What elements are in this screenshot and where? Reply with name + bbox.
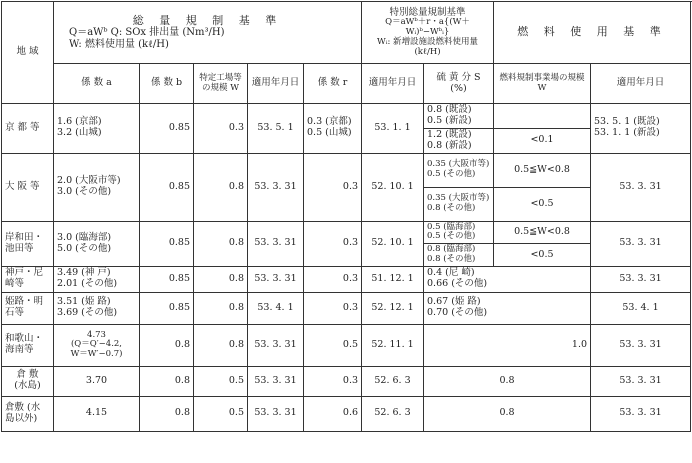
sulfur-cell: 1.0 xyxy=(424,324,591,366)
header-coef-a: 係 数 a xyxy=(54,64,140,104)
coef-b-cell: 0.85 xyxy=(140,266,194,292)
fuel-scale-cell xyxy=(494,104,591,129)
coef-b-cell: 0.8 xyxy=(140,396,194,431)
scale-w-cell: 0.5 xyxy=(194,396,248,431)
region-cell: 和歌山・ 海南等 xyxy=(2,324,54,366)
date3-cell: 53. 3. 31 xyxy=(591,153,691,221)
region-cell: 神戸・尼 崎等 xyxy=(2,266,54,292)
date3-cell: 53. 3. 31 xyxy=(591,266,691,292)
coef-r-cell: 0.3 xyxy=(304,153,362,221)
region-cell: 岸和田・ 池田等 xyxy=(2,221,54,266)
coef-b-cell: 0.85 xyxy=(140,153,194,221)
date3-cell: 53. 3. 31 xyxy=(591,221,691,266)
sulfur-cell: 0.8 xyxy=(424,366,591,396)
total-rule-title: 総 量 規 制 基 準 xyxy=(132,13,283,27)
coef-a-cell: 3.51 (姫 路) 3.69 (その他) xyxy=(54,292,140,324)
scale-w-cell: 0.5 xyxy=(194,366,248,396)
date3-cell: 53. 3. 31 xyxy=(591,396,691,431)
header-region: 地 域 xyxy=(2,2,54,104)
region-cell: 京 都 等 xyxy=(2,104,54,154)
fuel-scale-cell: 0.5≦W<0.8 xyxy=(494,221,591,244)
header-fuel-rule: 燃 料 使 用 基 準 xyxy=(494,2,691,64)
date1-cell: 53. 4. 1 xyxy=(248,292,304,324)
coef-r-cell: 0.6 xyxy=(304,396,362,431)
scale-w-cell: 0.8 xyxy=(194,324,248,366)
sulfur-cell: 0.8 (臨海部) 0.8 (その他) xyxy=(424,244,494,267)
coef-b-cell: 0.85 xyxy=(140,104,194,154)
header-scale-w: 特定工場等の規模 W xyxy=(194,64,248,104)
coef-a-cell: 2.0 (大阪市等) 3.0 (その他) xyxy=(54,153,140,221)
scale-w-cell: 0.3 xyxy=(194,104,248,154)
scale-w-cell: 0.8 xyxy=(194,266,248,292)
sulfur-cell: 0.8 (既設) 0.5 (新設) xyxy=(424,104,494,129)
region-cell: 倉敷 (水 島以外) xyxy=(2,396,54,431)
date1-cell: 53. 3. 31 xyxy=(248,221,304,266)
header-date2: 適用年月日 xyxy=(362,64,424,104)
date2-cell: 52. 12. 1 xyxy=(362,292,424,324)
fuel-scale-cell: <0.5 xyxy=(494,187,591,221)
sulfur-cell: 0.35 (大阪市等) 0.5 (その他) xyxy=(424,153,494,187)
coef-b-cell: 0.8 xyxy=(140,324,194,366)
sulfur-cell: 1.2 (既設) 0.8 (新設) xyxy=(424,128,494,153)
coef-r-cell: 0.3 (京都) 0.5 (山城) xyxy=(304,104,362,154)
regulation-table xyxy=(1,1,691,432)
date2-cell: 52. 10. 1 xyxy=(362,221,424,266)
coef-a-cell: 3.70 xyxy=(54,366,140,396)
coef-r-cell: 0.5 xyxy=(304,324,362,366)
date1-cell: 53. 3. 31 xyxy=(248,153,304,221)
date2-cell: 52. 10. 1 xyxy=(362,153,424,221)
special-rule-formula: Q＝aWᵇ＋r・a{(W＋Wᵢ)ᵇ−Wᵇᵢ} Wᵢ: 新増設施設燃料使用量(kℓ/H) xyxy=(377,17,479,57)
coef-r-cell: 0.3 xyxy=(304,221,362,266)
date3-cell: 53. 4. 1 xyxy=(591,292,691,324)
scale-w-cell: 0.8 xyxy=(194,221,248,266)
date2-cell: 52. 6. 3 xyxy=(362,366,424,396)
coef-r-cell: 0.3 xyxy=(304,292,362,324)
total-rule-formula: Q＝aWᵇ Q: SOx 排出量 (Nm³/H) W: 燃料使用量 (kℓ/H) xyxy=(69,27,225,50)
fuel-scale-cell: 0.5≦W<0.8 xyxy=(494,153,591,187)
date3-cell: 53. 5. 1 (既設) 53. 1. 1 (新設) xyxy=(591,104,691,154)
sulfur-cell: 0.35 (大阪市等) 0.8 (その他) xyxy=(424,187,494,221)
fuel-scale-cell: <0.1 xyxy=(494,128,591,153)
date3-cell: 53. 3. 31 xyxy=(591,366,691,396)
date1-cell: 53. 3. 31 xyxy=(248,324,304,366)
sulfur-cell: 0.5 (臨海部) 0.5 (その他) xyxy=(424,221,494,244)
sulfur-cell: 0.4 (尼 崎) 0.66 (その他) xyxy=(424,266,591,292)
coef-r-cell: 0.3 xyxy=(304,266,362,292)
coef-a-cell: 4.73 (Q＝Q′−4.2, W＝W′−0.7) xyxy=(54,324,140,366)
fuel-scale-cell: <0.5 xyxy=(494,244,591,267)
region-cell: 倉 敷 (水島) xyxy=(2,366,54,396)
date1-cell: 53. 3. 31 xyxy=(248,396,304,431)
header-fuel-scale: 燃料規制事業場の規模 W xyxy=(494,64,591,104)
date1-cell: 53. 3. 31 xyxy=(248,366,304,396)
region-cell: 姫路・明 石等 xyxy=(2,292,54,324)
date2-cell: 53. 1. 1 xyxy=(362,104,424,154)
date2-cell: 52. 6. 3 xyxy=(362,396,424,431)
sulfur-cell: 0.8 xyxy=(424,396,591,431)
header-total-rule xyxy=(54,2,362,64)
date2-cell: 51. 12. 1 xyxy=(362,266,424,292)
coef-a-cell: 3.0 (臨海部) 5.0 (その他) xyxy=(54,221,140,266)
region-cell: 大 阪 等 xyxy=(2,153,54,221)
scale-w-cell: 0.8 xyxy=(194,153,248,221)
coef-a-cell: 4.15 xyxy=(54,396,140,431)
coef-a-cell: 3.49 (神 戸) 2.01 (その他) xyxy=(54,266,140,292)
header-date1: 適用年月日 xyxy=(248,64,304,104)
date1-cell: 53. 5. 1 xyxy=(248,104,304,154)
sulfur-cell: 0.67 (姫 路) 0.70 (その他) xyxy=(424,292,591,324)
coef-r-cell: 0.3 xyxy=(304,366,362,396)
date1-cell: 53. 3. 31 xyxy=(248,266,304,292)
scale-w-cell: 0.8 xyxy=(194,292,248,324)
header-coef-r: 係 数 r xyxy=(304,64,362,104)
coef-a-cell: 1.6 (京部) 3.2 (山城) xyxy=(54,104,140,154)
date2-cell: 52. 11. 1 xyxy=(362,324,424,366)
header-coef-b: 係 数 b xyxy=(140,64,194,104)
header-date3: 適用年月日 xyxy=(591,64,691,104)
coef-b-cell: 0.85 xyxy=(140,292,194,324)
coef-b-cell: 0.85 xyxy=(140,221,194,266)
header-sulfur: 硫 黄 分 S (%) xyxy=(424,64,494,104)
date3-cell: 53. 3. 31 xyxy=(591,324,691,366)
header-special-rule xyxy=(362,2,494,64)
special-rule-title: 特別総量規制基準 xyxy=(389,6,466,18)
coef-b-cell: 0.8 xyxy=(140,366,194,396)
